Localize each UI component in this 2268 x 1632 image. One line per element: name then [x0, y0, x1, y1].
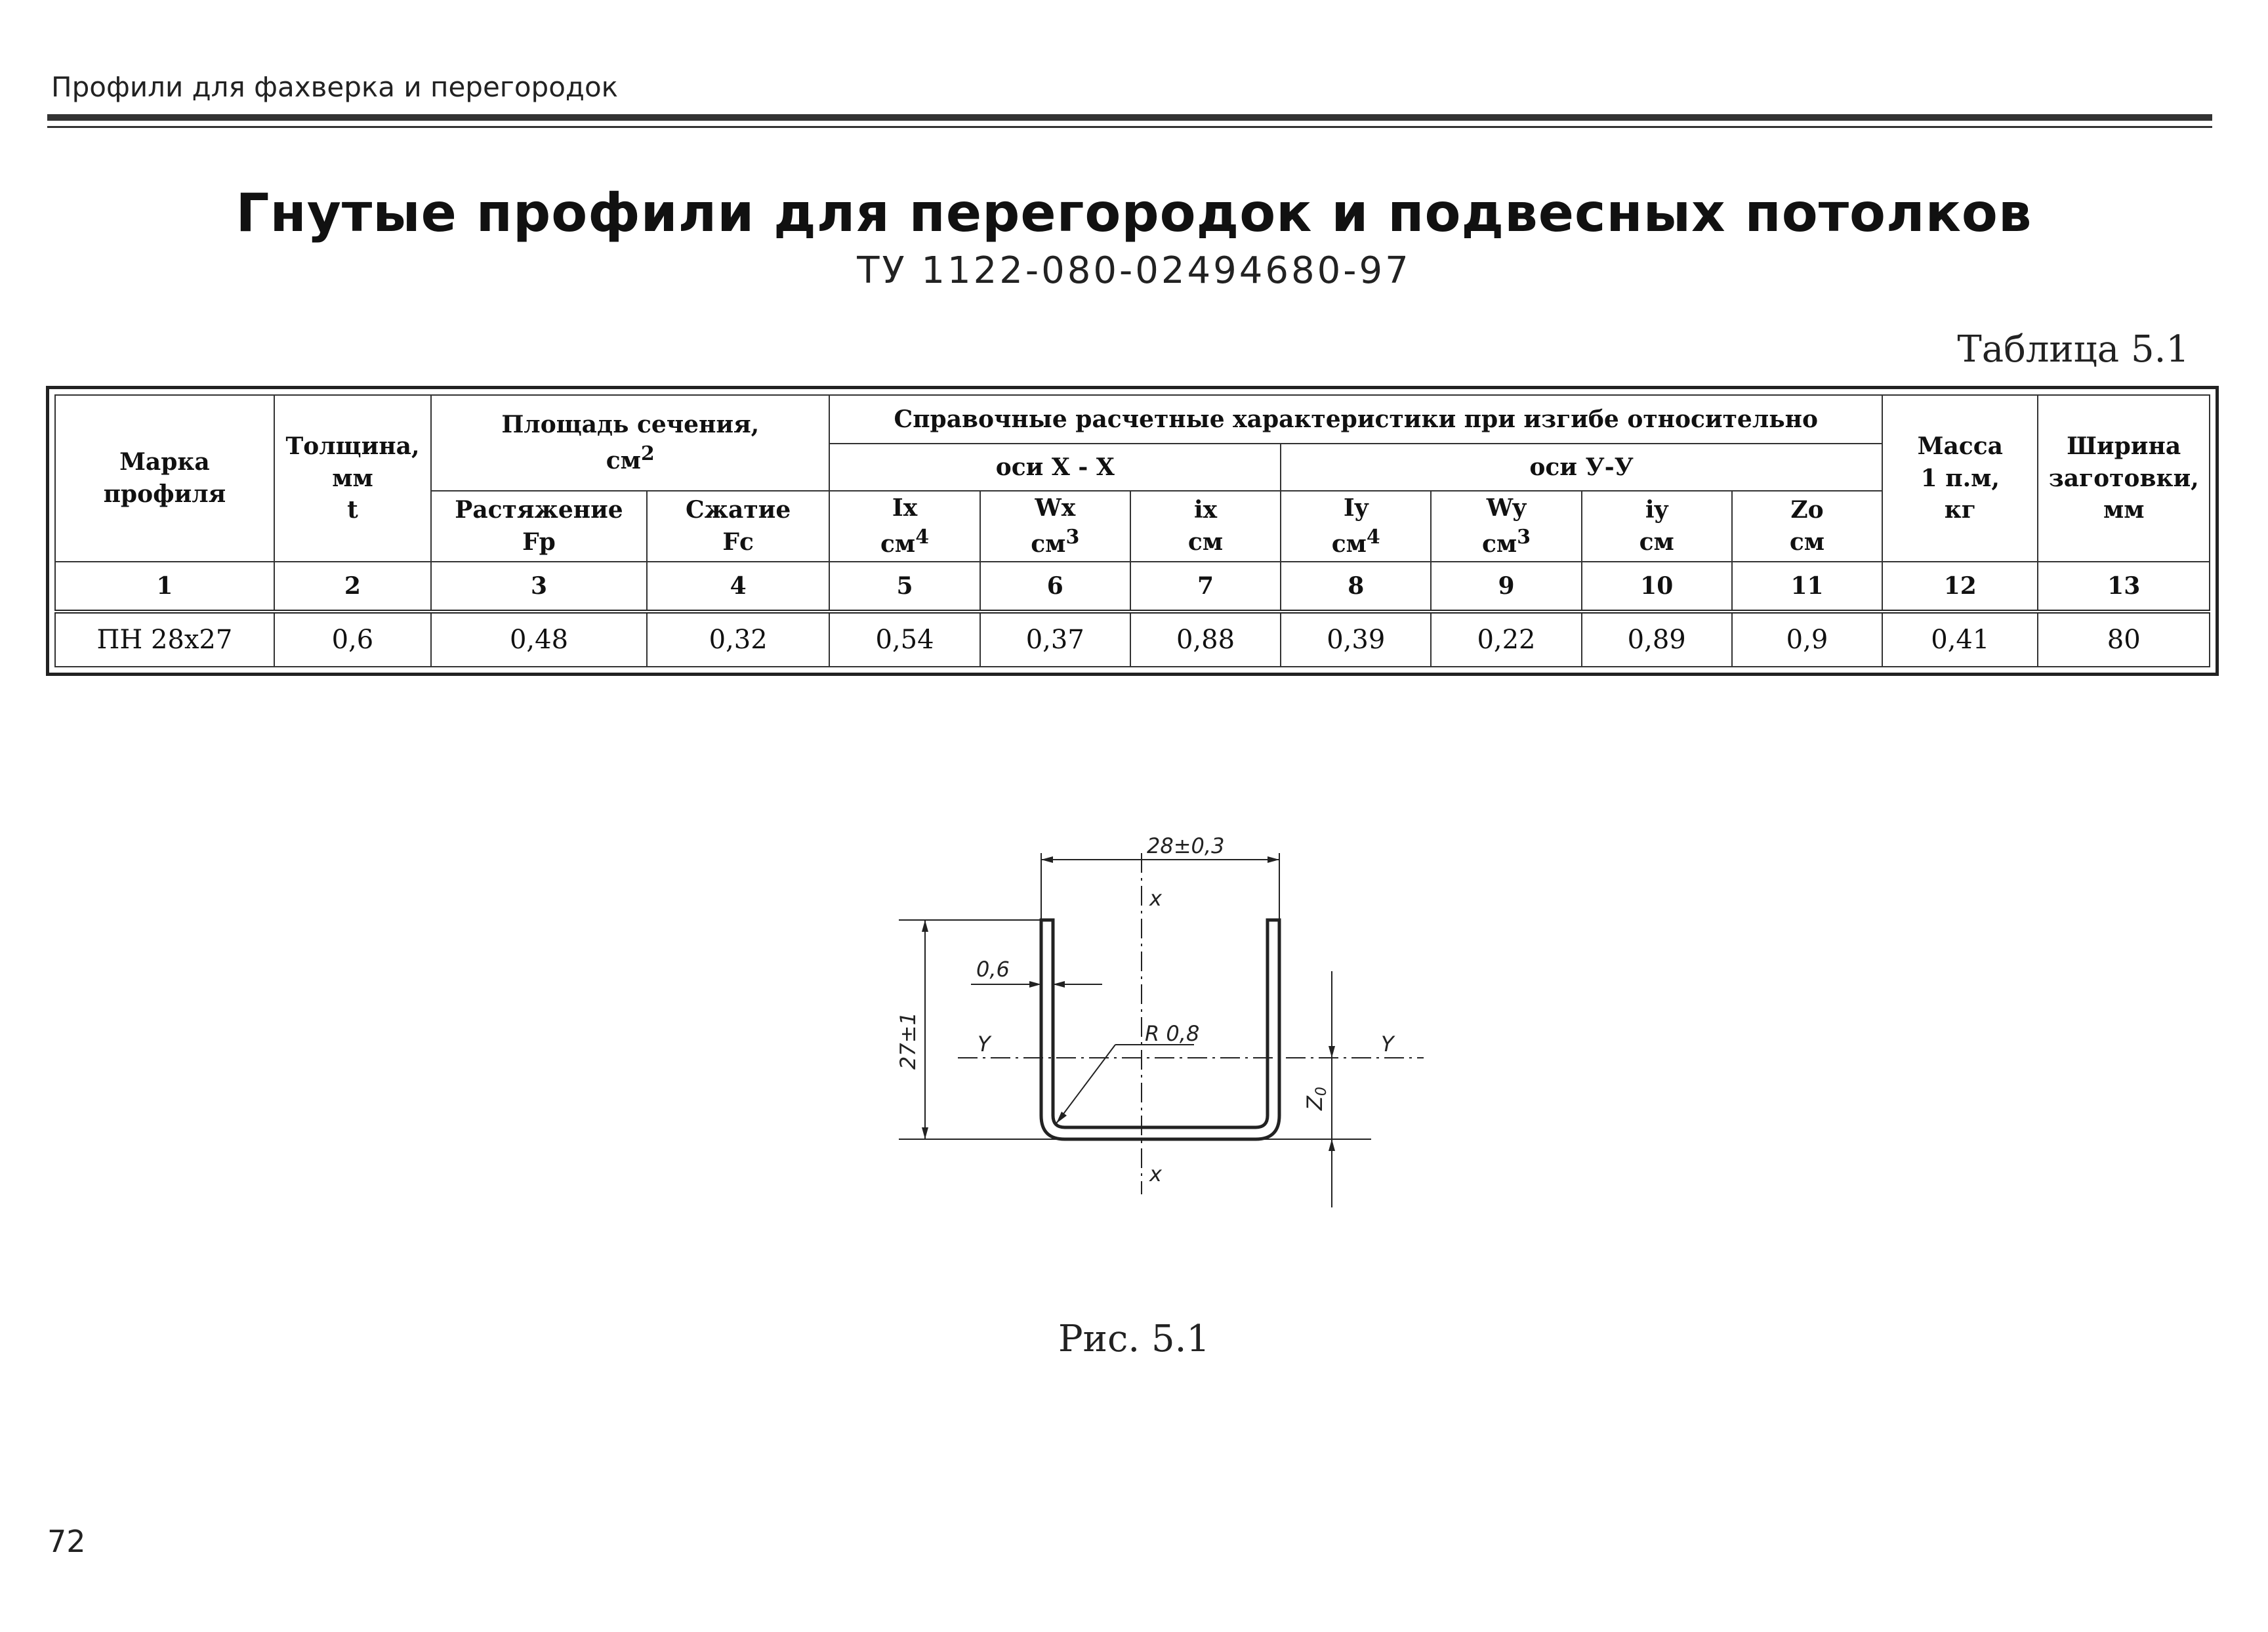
header-Wx: [980, 491, 1130, 562]
cell-Wx: 0,37: [980, 612, 1130, 667]
header-Ix-exp: 4: [915, 526, 930, 549]
dim-z-label: [1302, 1087, 1330, 1111]
column-number: 1: [55, 562, 274, 612]
column-number: 11: [1732, 562, 1882, 612]
header-thickness: [274, 395, 431, 562]
header-iy: [1582, 491, 1732, 562]
header-Zo-name: Zo: [1790, 496, 1824, 524]
header-rule-thick: [47, 114, 2212, 121]
header-area-text: Площадь сечения,: [501, 411, 760, 438]
running-header: Профили для фахверка и перегородок: [51, 71, 619, 103]
header-mass-line3: кг: [1944, 496, 1976, 524]
dim-arrow: [1329, 1046, 1335, 1058]
table-label: Таблица 5.1: [1957, 328, 2189, 371]
header-Wy: [1431, 491, 1581, 562]
header-mass-line1: Масса: [1917, 432, 2003, 461]
header-Zo-unit: см: [1789, 528, 1825, 556]
standard-number: ТУ 1122-080-02494680-97: [857, 249, 1411, 292]
header-axis-x: оси X - X: [829, 444, 1281, 491]
column-number: 8: [1281, 562, 1431, 612]
column-number: 5: [829, 562, 979, 612]
dim-width-label: 28±0,3: [1147, 833, 1225, 858]
header-area: [431, 395, 829, 491]
column-number: 12: [1882, 562, 2038, 612]
cell-ix: 0,88: [1130, 612, 1281, 667]
header-Wx-name: Wx: [1035, 494, 1076, 522]
profile-drawing: [879, 827, 1443, 1236]
cell-width: 80: [2038, 612, 2210, 667]
header-Iy: [1281, 491, 1431, 562]
header-mass: [1882, 395, 2038, 562]
cell-Zo: 0,9: [1732, 612, 1882, 667]
header-Wx-unit: см: [1031, 530, 1066, 558]
header-rule-thin: [47, 126, 2212, 128]
column-number: 2: [274, 562, 431, 612]
header-mass-line2: 1 п.м,: [1920, 464, 2000, 492]
header-Ix-unit: см: [880, 530, 916, 558]
header-iy-unit: см: [1639, 528, 1674, 556]
cell-Wy: 0,22: [1431, 612, 1581, 667]
dim-radius-label: R 0,8: [1145, 1021, 1200, 1046]
header-thickness-line1: Толщина,: [285, 432, 420, 461]
dim-thickness-label: 0,6: [976, 957, 1010, 982]
header-tension-line1: Растяжение: [455, 496, 623, 524]
header-area-unit: см: [606, 446, 641, 474]
header-Iy-exp: 4: [1366, 526, 1380, 549]
dim-arrow: [1029, 981, 1041, 988]
header-iy-name: iy: [1645, 496, 1668, 524]
header-Wx-exp: 3: [1065, 526, 1080, 549]
column-number: 13: [2038, 562, 2210, 612]
dim-z-subscript: 0: [1313, 1087, 1330, 1097]
column-number: 6: [980, 562, 1130, 612]
header-Ix-name: Ix: [892, 494, 918, 522]
dim-arrow: [922, 920, 928, 932]
header-width: [2038, 395, 2210, 562]
dim-arrow: [1268, 856, 1279, 863]
column-number: 4: [647, 562, 830, 612]
cell-mark: ПН 28x27: [55, 612, 274, 667]
spec-table: [54, 394, 2210, 667]
header-compression: [647, 491, 830, 562]
page-number: 72: [47, 1524, 86, 1559]
header-axis-y: оси У-У: [1281, 444, 1882, 491]
cell-mass: 0,41: [1882, 612, 2038, 667]
header-Wy-name: Wy: [1486, 494, 1527, 522]
dim-height-label: 27±1: [896, 1012, 920, 1070]
header-width-line2: заготовки,: [2048, 464, 2199, 492]
header-Iy-name: Iy: [1343, 494, 1369, 522]
header-Wy-unit: см: [1481, 530, 1517, 558]
cell-Iy: 0,39: [1281, 612, 1431, 667]
header-ix-unit: см: [1187, 528, 1224, 556]
header-mark-line1: Марка: [119, 448, 210, 476]
header-ix-name: ix: [1193, 496, 1218, 524]
table-row: [55, 612, 2210, 667]
cell-Ix: 0,54: [829, 612, 979, 667]
spec-table-frame: [46, 386, 2219, 676]
header-thickness-line3: t: [347, 496, 358, 524]
axis-x-top-label: x: [1149, 886, 1162, 911]
header-tension: [431, 491, 647, 562]
document-title: Гнутые профили для перегородок и подвесных потолков: [236, 182, 2032, 243]
header-Wy-exp: 3: [1517, 526, 1531, 549]
dim-arrow: [922, 1127, 928, 1139]
axis-y-left-label: Y: [978, 1032, 991, 1057]
header-mark: [55, 395, 274, 562]
header-area-unit-exp: 2: [640, 442, 655, 465]
header-width-line3: мм: [2103, 496, 2145, 524]
column-number: 9: [1431, 562, 1581, 612]
cell-thickness: 0,6: [274, 612, 431, 667]
dim-radius-leader: [1056, 1045, 1115, 1123]
axis-x-bottom-label: x: [1149, 1161, 1162, 1186]
header-compression-line1: Сжатие: [686, 496, 791, 524]
header-compression-line2: Fc: [722, 528, 754, 556]
header-mark-line2: профиля: [103, 480, 226, 508]
header-tension-line2: Fp: [522, 528, 556, 556]
cell-tension: 0,48: [431, 612, 647, 667]
dim-z-letter: Z: [1302, 1096, 1327, 1110]
header-Zo: [1732, 491, 1882, 562]
column-number: 7: [1130, 562, 1281, 612]
column-number: 10: [1582, 562, 1732, 612]
header-reference: Справочные расчетные характеристики при изгибе относительно: [829, 395, 1882, 444]
dim-arrow: [1053, 981, 1065, 988]
axis-y-right-label: Y: [1381, 1032, 1394, 1057]
header-width-line1: Ширина: [2067, 432, 2181, 461]
cell-compression: 0,32: [647, 612, 830, 667]
header-Ix: [829, 491, 979, 562]
column-number: 3: [431, 562, 647, 612]
dim-arrow: [1041, 856, 1053, 863]
header-thickness-line2: мм: [332, 464, 373, 492]
header-ix: [1130, 491, 1281, 562]
header-Iy-unit: см: [1331, 530, 1367, 558]
profile-section-svg: [879, 827, 1443, 1234]
figure-caption: Рис. 5.1: [1058, 1318, 1210, 1360]
cell-iy: 0,89: [1582, 612, 1732, 667]
dim-arrow: [1056, 1112, 1067, 1123]
dim-arrow: [1329, 1139, 1335, 1151]
